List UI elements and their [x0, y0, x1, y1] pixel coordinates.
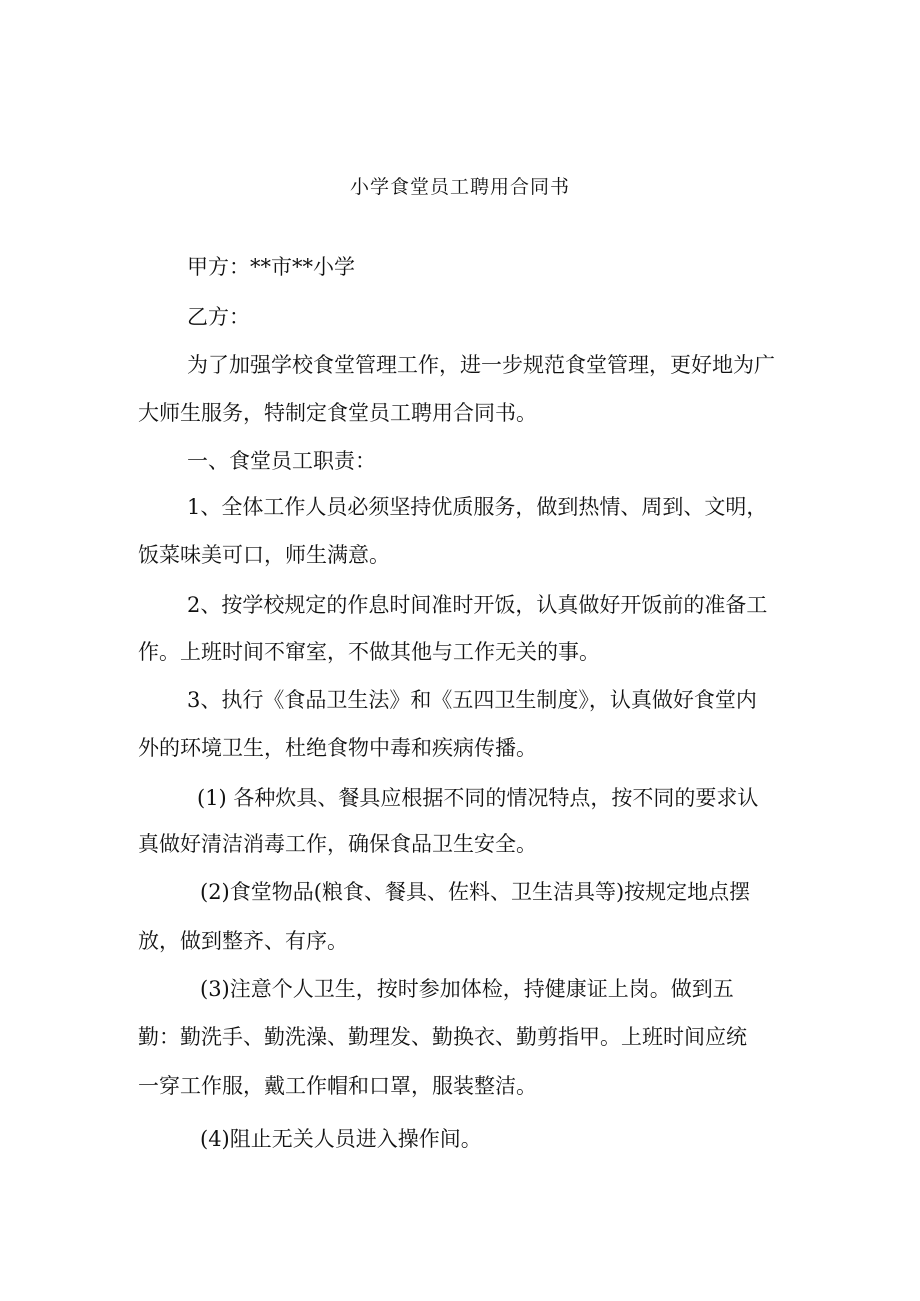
item1-line-2: 饭菜味美可口，师生满意。: [138, 543, 390, 567]
sub3-line-2: 勤：勤洗手、勤洗澡、勤理发、勤换衣、勤剪指甲。上班时间应统: [138, 1025, 747, 1049]
intro-line-1: 为了加强学校食堂管理工作，进一步规范食堂管理，更好地为广: [187, 353, 775, 377]
sub1-line-2: 真做好清洁消毒工作，确保食品卫生安全。: [138, 832, 537, 856]
item2-line-1: 2、按学校规定的作息时间准时开饭，认真做好开饭前的准备工: [187, 593, 768, 617]
item1-line-1: 1、全体工作人员必须坚持优质服务，做到热情、周到、文明，: [187, 495, 768, 519]
party-a-line: 甲方：**市**小学: [187, 255, 355, 279]
sub1-line-1: (1) 各种炊具、餐具应根据不同的情况特点，按不同的要求认: [197, 786, 759, 810]
section1-heading: 一、食堂员工职责：: [187, 449, 376, 473]
sub2-line-1: (2)食堂物品(粮食、餐具、佐料、卫生洁具等)按规定地点摆: [200, 880, 751, 904]
sub3-line-3: 一穿工作服，戴工作帽和口罩，服装整洁。: [138, 1074, 537, 1098]
sub4-line-1: (4)阻止无关人员进入操作间。: [200, 1127, 482, 1151]
item3-line-1: 3、执行《食品卫生法》和《五四卫生制度》，认真做好食堂内: [187, 688, 757, 712]
item3-line-2: 外的环境卫生，杜绝食物中毒和疾病传播。: [138, 736, 537, 760]
item2-line-2: 作。上班时间不窜室，不做其他与工作无关的事。: [138, 640, 600, 664]
intro-line-2: 大师生服务，特制定食堂员工聘用合同书。: [138, 401, 537, 425]
sub2-line-2: 放，做到整齐、有序。: [138, 929, 348, 953]
document-title: 小学食堂员工聘用合同书: [349, 176, 570, 198]
party-b-line: 乙方：: [187, 305, 250, 329]
sub3-line-1: (3)注意个人卫生，按时参加体检，持健康证上岗。做到五: [200, 977, 734, 1001]
